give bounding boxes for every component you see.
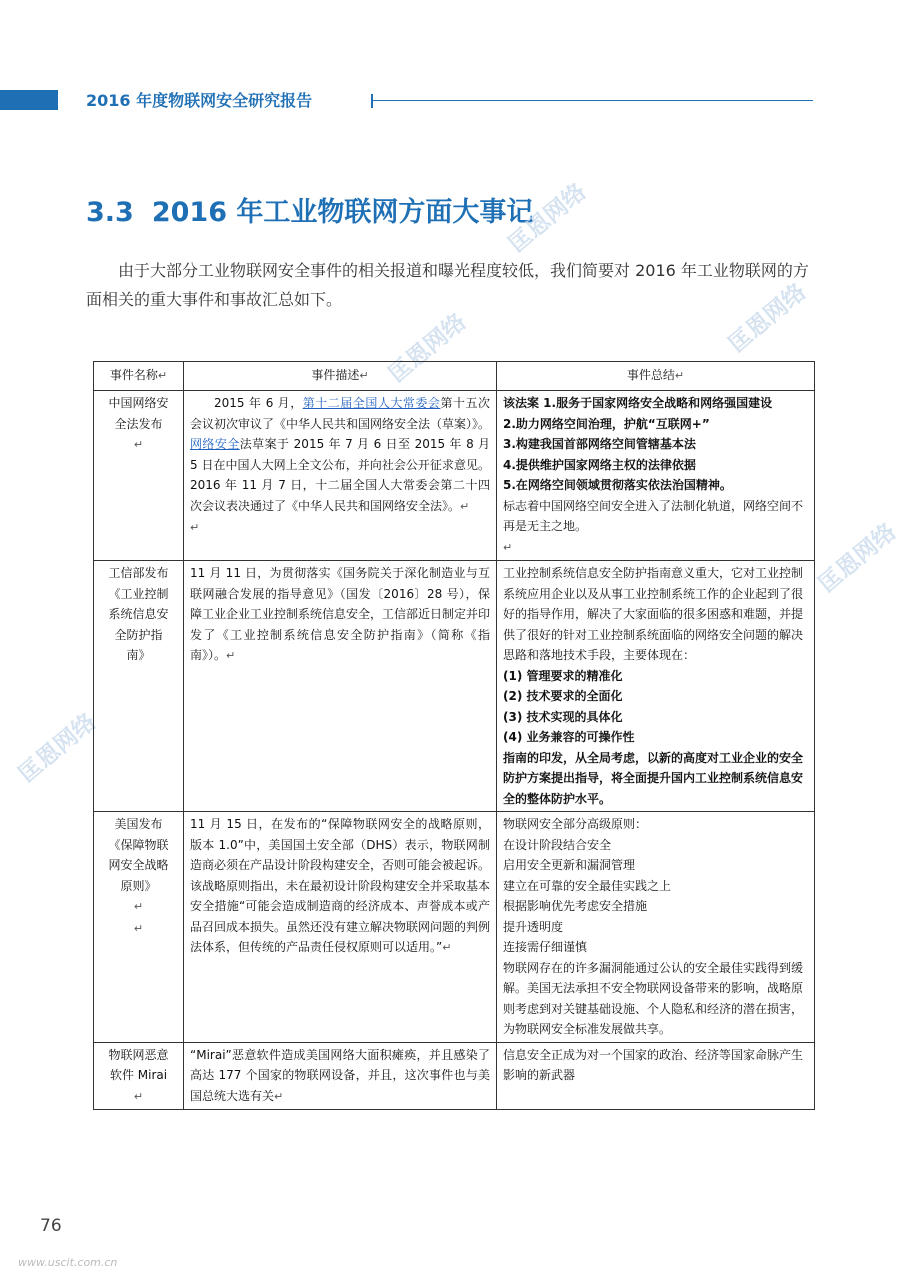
header-rule (373, 100, 813, 101)
header-accent-bar (0, 90, 58, 110)
event-description: 11 月 11 日，为贯彻落实《国务院关于深化制造业与互联网融合发展的指导意见》（国发〔2016〕28 号），保障工业企业工业控制系统信息安全，工信部近日制定并印发了《工业控制系统信息安全防护指南》（简称《指南》）。↵ (184, 561, 497, 812)
event-summary: 物联网安全部分高级原则： 在设计阶段结合安全 启用安全更新和漏洞管理 建立在可靠的安全最佳实践之上 根据影响优先考虑安全措施 提升透明度 连接需仔细谨慎 物联网存在的许多漏洞能通过公认的安全最佳实践得到缓解。美国无法承担不安全物联网设备带来的影响，战略原则考虑到对关键基础设施、个人隐私和经济的潜在损害，为物联网安全标准发展做共享。 (497, 812, 815, 1043)
event-summary: 信息安全正成为对一个国家的政治、经济等国家命脉产生影响的新武器 (497, 1042, 815, 1110)
col-header-name: 事件名称↵ (94, 362, 184, 391)
event-summary: 该法案 1.服务于国家网络安全战略和网络强国建设 2.助力网络空间治理，护航“互联网+” 3.构建我国首部网络空间管辖基本法 4.提供维护国家网络主权的法律依据 5.在网络空间领域贯彻落实依法治国精神。 标志着中国网络空间安全进入了法制化轨道，网络空间不再是无主之地。 ↵ (497, 391, 815, 561)
watermark-logo: 匡恩网络 (384, 308, 472, 388)
col-header-desc: 事件描述↵ (184, 362, 497, 391)
table-row (94, 391, 815, 561)
event-description: “Mirai”恶意软件造成美国网络大面积瘫痪，并且感染了高达 177 个国家的物联网设备，并且，这次事件也与美国总统大选有关↵ (184, 1042, 497, 1110)
footer-url: www.uscit.com.cn (18, 1256, 118, 1269)
table-row (94, 1042, 815, 1110)
watermark-logo: 匡恩网络 (814, 518, 902, 598)
event-description: 2015 年 6 月，第十二届全国人大常委会第十五次会议初次审议了《中华人民共和国网络安全法（草案）》。网络安全法草案于 2015 年 7 月 6 日至 2015 年 8 月 5 日在中国人大网上全文公布，并向社会公开征求意见。2016 年 11 月 7 日，十二届全国人大常委会第二十四次会议表决通过了《中华人民共和国网络安全法》。↵ ↵ (184, 391, 497, 561)
page-number: 76 (40, 1216, 62, 1236)
watermark-logo: 匡恩网络 (14, 708, 102, 788)
header-tick (371, 94, 373, 108)
report-title: 2016 年度物联网安全研究报告 (86, 91, 313, 110)
event-name: 物联网恶意 软件 Mirai ↵ (94, 1042, 184, 1110)
watermark-logo: 匡恩网络 (724, 278, 812, 358)
event-name: 美国发布 《保障物联 网安全战略 原则》 ↵ ↵ (94, 812, 184, 1043)
event-name: 中国网络安 全法发布 ↵ (94, 391, 184, 561)
section-heading (86, 190, 533, 229)
intro-paragraph: 由于大部分工业物联网安全事件的相关报道和曝光程度较低，我们简要对 2016 年工业物联网的方面相关的重大事件和事故汇总如下。 (86, 261, 809, 309)
table-row (94, 812, 815, 1043)
cybersecurity-link[interactable]: 网络安全 (190, 437, 240, 451)
section-title: 2016 年工业物联网方面大事记 (151, 197, 534, 228)
watermark-logo: 匡恩网络 (504, 178, 592, 258)
section-number: 3.3 (86, 197, 134, 228)
event-description: 11 月 15 日，在发布的“保障物联网安全的战略原则，版本 1.0”中，美国国土安全部（DHS）表示，物联网制造商必须在产品设计阶段构建安全，否则可能会被起诉。该战略原则指出，未在最初设计阶段构建安全并采取基本安全措施“可能会造成制造商的经济成本、声誉成本或产品召回成本损失。虽然还没有建立解决物联网问题的判例法体系，但传统的产品责任侵权原则可以适用。”↵ (184, 812, 497, 1043)
col-header-summary: 事件总结↵ (497, 362, 815, 391)
table-header-row (94, 362, 815, 391)
npc-link[interactable]: 第十二届全国人大常委会 (302, 396, 441, 410)
events-table (93, 361, 815, 1110)
event-summary: 工业控制系统信息安全防护指南意义重大，它对工业控制系统应用企业以及从事工业控制系统工作的企业起到了很好的指导作用，解决了大家面临的很多困惑和难题，并提供了很好的针对工业控制系统面临的网络安全问题的解决思路和落地技术手段，主要体现在： (1) 管理要求的精准化 (2) 技术要求的全面化 (3) 技术实现的具体化 (4) 业务兼容的可操作性 指南的印发，从全局考虑，以新的高度对工业企业的安全防护方案提出指导，将全面提升国内工业控制系统信息安全的整体防护水平。 (497, 561, 815, 812)
table-row (94, 561, 815, 812)
event-name: 工信部发布 《工业控制 系统信息安 全防护指 南》 (94, 561, 184, 812)
